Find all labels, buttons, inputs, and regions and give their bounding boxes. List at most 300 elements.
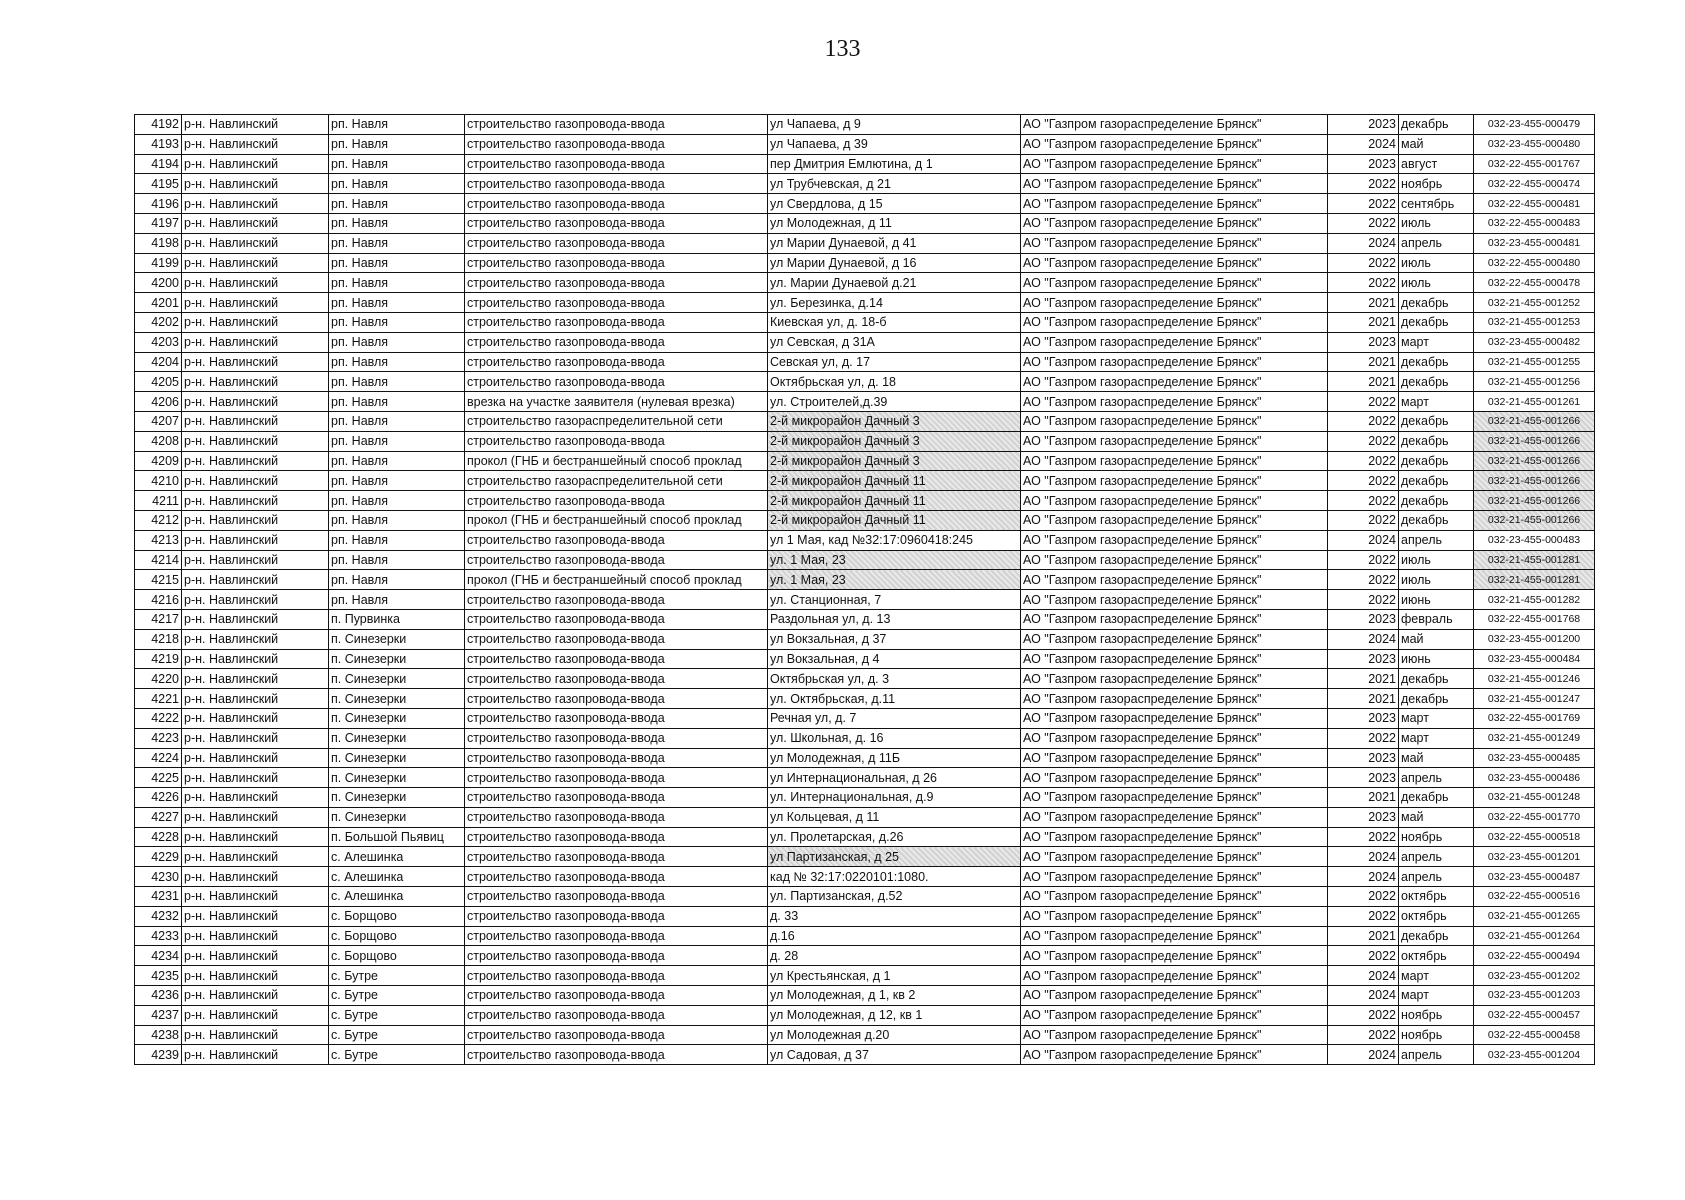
organization-cell: АО "Газпром газораспределение Брянск" <box>1021 689 1328 709</box>
district-cell: р-н. Навлинский <box>182 471 329 491</box>
year-cell: 2023 <box>1328 154 1399 174</box>
month-cell: ноябрь <box>1399 174 1474 194</box>
month-cell: апрель <box>1399 233 1474 253</box>
table-row <box>135 768 1595 788</box>
organization-cell: АО "Газпром газораспределение Брянск" <box>1021 847 1328 867</box>
work-type-cell: строительство газопровода-ввода <box>465 550 768 570</box>
address-cell: ул Молодежная, д 12, кв 1 <box>768 1005 1021 1025</box>
locality-cell: рп. Навля <box>329 411 465 431</box>
address-cell: 2-й микрорайон Дачный 3 <box>768 431 1021 451</box>
district-cell: р-н. Навлинский <box>182 946 329 966</box>
code-cell: 032-23-455-000480 <box>1474 134 1595 154</box>
work-type-cell: строительство газопровода-ввода <box>465 1025 768 1045</box>
table-row <box>135 649 1595 669</box>
work-type-cell: прокол (ГНБ и бестраншейный способ проклад <box>465 510 768 530</box>
row-number-cell: 4238 <box>135 1025 182 1045</box>
work-type-cell: строительство газопровода-ввода <box>465 629 768 649</box>
organization-cell: АО "Газпром газораспределение Брянск" <box>1021 1045 1328 1065</box>
year-cell: 2023 <box>1328 807 1399 827</box>
address-cell: ул. Школьная, д. 16 <box>768 728 1021 748</box>
code-cell: 032-21-455-001264 <box>1474 926 1595 946</box>
year-cell: 2024 <box>1328 867 1399 887</box>
locality-cell: с. Борщово <box>329 946 465 966</box>
locality-cell: п. Большой Пьявиц <box>329 827 465 847</box>
month-cell: апрель <box>1399 530 1474 550</box>
address-cell: кад № 32:17:0220101:1080. <box>768 867 1021 887</box>
organization-cell: АО "Газпром газораспределение Брянск" <box>1021 1005 1328 1025</box>
table-row <box>135 827 1595 847</box>
organization-cell: АО "Газпром газораспределение Брянск" <box>1021 728 1328 748</box>
district-cell: р-н. Навлинский <box>182 669 329 689</box>
locality-cell: рп. Навля <box>329 530 465 550</box>
year-cell: 2023 <box>1328 115 1399 135</box>
locality-cell: рп. Навля <box>329 510 465 530</box>
month-cell: ноябрь <box>1399 1025 1474 1045</box>
year-cell: 2022 <box>1328 411 1399 431</box>
locality-cell: рп. Навля <box>329 451 465 471</box>
locality-cell: рп. Навля <box>329 590 465 610</box>
month-cell: май <box>1399 629 1474 649</box>
month-cell: июль <box>1399 570 1474 590</box>
address-cell: Октябрьская ул, д. 18 <box>768 372 1021 392</box>
row-number-cell: 4220 <box>135 669 182 689</box>
locality-cell: п. Синезерки <box>329 669 465 689</box>
district-cell: р-н. Навлинский <box>182 966 329 986</box>
month-cell: декабрь <box>1399 471 1474 491</box>
row-number-cell: 4231 <box>135 887 182 907</box>
organization-cell: АО "Газпром газораспределение Брянск" <box>1021 827 1328 847</box>
row-number-cell: 4199 <box>135 253 182 273</box>
work-type-cell: строительство газопровода-ввода <box>465 154 768 174</box>
table-row <box>135 233 1595 253</box>
year-cell: 2022 <box>1328 906 1399 926</box>
code-cell: 032-21-455-001265 <box>1474 906 1595 926</box>
district-cell: р-н. Навлинский <box>182 530 329 550</box>
row-number-cell: 4230 <box>135 867 182 887</box>
address-cell: ул. Станционная, 7 <box>768 590 1021 610</box>
address-cell: Речная ул, д. 7 <box>768 708 1021 728</box>
organization-cell: АО "Газпром газораспределение Брянск" <box>1021 312 1328 332</box>
district-cell: р-н. Навлинский <box>182 887 329 907</box>
district-cell: р-н. Навлинский <box>182 510 329 530</box>
address-cell: Октябрьская ул, д. 3 <box>768 669 1021 689</box>
work-type-cell: строительство газопровода-ввода <box>465 847 768 867</box>
year-cell: 2022 <box>1328 1025 1399 1045</box>
organization-cell: АО "Газпром газораспределение Брянск" <box>1021 1025 1328 1045</box>
table-row <box>135 926 1595 946</box>
district-cell: р-н. Навлинский <box>182 451 329 471</box>
address-cell: ул Молодежная, д 1, кв 2 <box>768 986 1021 1006</box>
code-cell: 032-22-455-001769 <box>1474 708 1595 728</box>
table-row <box>135 550 1595 570</box>
organization-cell: АО "Газпром газораспределение Брянск" <box>1021 273 1328 293</box>
locality-cell: п. Синезерки <box>329 708 465 728</box>
locality-cell: рп. Навля <box>329 154 465 174</box>
work-type-cell: строительство газопровода-ввода <box>465 728 768 748</box>
district-cell: р-н. Навлинский <box>182 115 329 135</box>
organization-cell: АО "Газпром газораспределение Брянск" <box>1021 293 1328 313</box>
organization-cell: АО "Газпром газораспределение Брянск" <box>1021 253 1328 273</box>
code-cell: 032-23-455-001200 <box>1474 629 1595 649</box>
address-cell: ул. Партизанская, д.52 <box>768 887 1021 907</box>
district-cell: р-н. Навлинский <box>182 629 329 649</box>
locality-cell: рп. Навля <box>329 372 465 392</box>
row-number-cell: 4201 <box>135 293 182 313</box>
organization-cell: АО "Газпром газораспределение Брянск" <box>1021 926 1328 946</box>
address-cell: ул Интернациональная, д 26 <box>768 768 1021 788</box>
row-number-cell: 4229 <box>135 847 182 867</box>
table-row <box>135 847 1595 867</box>
address-cell: ул Трубчевская, д 21 <box>768 174 1021 194</box>
district-cell: р-н. Навлинский <box>182 491 329 511</box>
code-cell: 032-23-455-001202 <box>1474 966 1595 986</box>
row-number-cell: 4221 <box>135 689 182 709</box>
address-cell: ул. Интернациональная, д.9 <box>768 788 1021 808</box>
year-cell: 2022 <box>1328 827 1399 847</box>
organization-cell: АО "Газпром газораспределение Брянск" <box>1021 213 1328 233</box>
row-number-cell: 4219 <box>135 649 182 669</box>
year-cell: 2022 <box>1328 887 1399 907</box>
table-row <box>135 372 1595 392</box>
work-type-cell: строительство газопровода-ввода <box>465 115 768 135</box>
work-type-cell: строительство газопровода-ввода <box>465 312 768 332</box>
district-cell: р-н. Навлинский <box>182 372 329 392</box>
month-cell: июль <box>1399 273 1474 293</box>
month-cell: декабрь <box>1399 372 1474 392</box>
work-type-cell: строительство газопровода-ввода <box>465 273 768 293</box>
locality-cell: рп. Навля <box>329 194 465 214</box>
organization-cell: АО "Газпром газораспределение Брянск" <box>1021 669 1328 689</box>
address-cell: 2-й микрорайон Дачный 11 <box>768 510 1021 530</box>
year-cell: 2024 <box>1328 847 1399 867</box>
address-cell: д. 28 <box>768 946 1021 966</box>
code-cell: 032-22-455-000480 <box>1474 253 1595 273</box>
locality-cell: п. Синезерки <box>329 649 465 669</box>
district-cell: р-н. Навлинский <box>182 689 329 709</box>
table-row <box>135 748 1595 768</box>
table-row <box>135 293 1595 313</box>
month-cell: июнь <box>1399 649 1474 669</box>
address-cell: ул. Марии Дунаевой д.21 <box>768 273 1021 293</box>
month-cell: март <box>1399 986 1474 1006</box>
address-cell: ул Севская, д 31А <box>768 332 1021 352</box>
year-cell: 2022 <box>1328 550 1399 570</box>
table-row <box>135 906 1595 926</box>
work-type-cell: строительство газораспределительной сети <box>465 471 768 491</box>
address-cell: ул Молодежная, д 11Б <box>768 748 1021 768</box>
organization-cell: АО "Газпром газораспределение Брянск" <box>1021 530 1328 550</box>
district-cell: р-н. Навлинский <box>182 293 329 313</box>
district-cell: р-н. Навлинский <box>182 768 329 788</box>
work-type-cell: строительство газопровода-ввода <box>465 946 768 966</box>
year-cell: 2022 <box>1328 1005 1399 1025</box>
work-type-cell: строительство газопровода-ввода <box>465 590 768 610</box>
organization-cell: АО "Газпром газораспределение Брянск" <box>1021 352 1328 372</box>
code-cell: 032-22-455-000483 <box>1474 213 1595 233</box>
table-row <box>135 689 1595 709</box>
code-cell: 032-22-455-000481 <box>1474 194 1595 214</box>
table-row <box>135 629 1595 649</box>
work-type-cell: строительство газопровода-ввода <box>465 906 768 926</box>
locality-cell: рп. Навля <box>329 174 465 194</box>
district-cell: р-н. Навлинский <box>182 431 329 451</box>
code-cell: 032-21-455-001281 <box>1474 550 1595 570</box>
work-type-cell: строительство газопровода-ввода <box>465 609 768 629</box>
address-cell: ул Марии Дунаевой, д 41 <box>768 233 1021 253</box>
code-cell: 032-21-455-001266 <box>1474 411 1595 431</box>
table-row <box>135 312 1595 332</box>
work-type-cell: строительство газопровода-ввода <box>465 174 768 194</box>
month-cell: сентябрь <box>1399 194 1474 214</box>
year-cell: 2021 <box>1328 926 1399 946</box>
district-cell: р-н. Навлинский <box>182 411 329 431</box>
work-type-cell: строительство газопровода-ввода <box>465 233 768 253</box>
month-cell: декабрь <box>1399 293 1474 313</box>
locality-cell: рп. Навля <box>329 253 465 273</box>
code-cell: 032-21-455-001249 <box>1474 728 1595 748</box>
month-cell: декабрь <box>1399 689 1474 709</box>
address-cell: 2-й микрорайон Дачный 11 <box>768 491 1021 511</box>
month-cell: октябрь <box>1399 906 1474 926</box>
year-cell: 2024 <box>1328 233 1399 253</box>
organization-cell: АО "Газпром газораспределение Брянск" <box>1021 590 1328 610</box>
district-cell: р-н. Навлинский <box>182 1005 329 1025</box>
month-cell: декабрь <box>1399 411 1474 431</box>
organization-cell: АО "Газпром газораспределение Брянск" <box>1021 570 1328 590</box>
district-cell: р-н. Навлинский <box>182 253 329 273</box>
year-cell: 2023 <box>1328 748 1399 768</box>
address-cell: ул Вокзальная, д 37 <box>768 629 1021 649</box>
row-number-cell: 4210 <box>135 471 182 491</box>
table-row <box>135 669 1595 689</box>
locality-cell: рп. Навля <box>329 115 465 135</box>
address-cell: ул. 1 Мая, 23 <box>768 570 1021 590</box>
code-cell: 032-23-455-001204 <box>1474 1045 1595 1065</box>
code-cell: 032-21-455-001246 <box>1474 669 1595 689</box>
year-cell: 2021 <box>1328 372 1399 392</box>
row-number-cell: 4233 <box>135 926 182 946</box>
row-number-cell: 4207 <box>135 411 182 431</box>
work-type-cell: строительство газопровода-ввода <box>465 986 768 1006</box>
address-cell: ул Молодежная, д 11 <box>768 213 1021 233</box>
table-row <box>135 1005 1595 1025</box>
row-number-cell: 4195 <box>135 174 182 194</box>
district-cell: р-н. Навлинский <box>182 609 329 629</box>
year-cell: 2023 <box>1328 768 1399 788</box>
address-cell: ул Чапаева, д 39 <box>768 134 1021 154</box>
table-row <box>135 887 1595 907</box>
month-cell: март <box>1399 966 1474 986</box>
code-cell: 032-21-455-001282 <box>1474 590 1595 610</box>
locality-cell: рп. Навля <box>329 312 465 332</box>
row-number-cell: 4209 <box>135 451 182 471</box>
year-cell: 2022 <box>1328 946 1399 966</box>
row-number-cell: 4192 <box>135 115 182 135</box>
row-number-cell: 4208 <box>135 431 182 451</box>
table-row <box>135 530 1595 550</box>
table-row <box>135 986 1595 1006</box>
locality-cell: п. Синезерки <box>329 807 465 827</box>
row-number-cell: 4234 <box>135 946 182 966</box>
district-cell: р-н. Навлинский <box>182 174 329 194</box>
month-cell: ноябрь <box>1399 827 1474 847</box>
year-cell: 2024 <box>1328 986 1399 1006</box>
table-row <box>135 867 1595 887</box>
year-cell: 2022 <box>1328 273 1399 293</box>
district-cell: р-н. Навлинский <box>182 906 329 926</box>
locality-cell: п. Синезерки <box>329 629 465 649</box>
address-cell: ул Вокзальная, д 4 <box>768 649 1021 669</box>
row-number-cell: 4203 <box>135 332 182 352</box>
locality-cell: с. Борщово <box>329 926 465 946</box>
code-cell: 032-23-455-000485 <box>1474 748 1595 768</box>
address-cell: 2-й микрорайон Дачный 11 <box>768 471 1021 491</box>
organization-cell: АО "Газпром газораспределение Брянск" <box>1021 649 1328 669</box>
work-type-cell: строительство газопровода-ввода <box>465 352 768 372</box>
row-number-cell: 4224 <box>135 748 182 768</box>
work-type-cell: строительство газопровода-ввода <box>465 788 768 808</box>
address-cell: ул Садовая, д 37 <box>768 1045 1021 1065</box>
work-type-cell: строительство газопровода-ввода <box>465 194 768 214</box>
locality-cell: рп. Навля <box>329 491 465 511</box>
month-cell: март <box>1399 708 1474 728</box>
month-cell: декабрь <box>1399 788 1474 808</box>
code-cell: 032-21-455-001247 <box>1474 689 1595 709</box>
year-cell: 2022 <box>1328 194 1399 214</box>
month-cell: май <box>1399 134 1474 154</box>
district-cell: р-н. Навлинский <box>182 154 329 174</box>
month-cell: декабрь <box>1399 510 1474 530</box>
locality-cell: с. Бутре <box>329 1025 465 1045</box>
code-cell: 032-23-455-000481 <box>1474 233 1595 253</box>
work-type-cell: врезка на участке заявителя (нулевая врезка) <box>465 392 768 412</box>
year-cell: 2023 <box>1328 332 1399 352</box>
table-row <box>135 411 1595 431</box>
year-cell: 2022 <box>1328 728 1399 748</box>
district-cell: р-н. Навлинский <box>182 708 329 728</box>
work-type-cell: прокол (ГНБ и бестраншейный способ проклад <box>465 570 768 590</box>
month-cell: апрель <box>1399 847 1474 867</box>
year-cell: 2021 <box>1328 352 1399 372</box>
row-number-cell: 4216 <box>135 590 182 610</box>
table-row <box>135 332 1595 352</box>
locality-cell: рп. Навля <box>329 431 465 451</box>
district-cell: р-н. Навлинский <box>182 570 329 590</box>
address-cell: ул Чапаева, д 9 <box>768 115 1021 135</box>
code-cell: 032-22-455-000457 <box>1474 1005 1595 1025</box>
district-cell: р-н. Навлинский <box>182 926 329 946</box>
month-cell: август <box>1399 154 1474 174</box>
year-cell: 2022 <box>1328 431 1399 451</box>
address-cell: ул. Строителей,д.39 <box>768 392 1021 412</box>
table-body <box>135 115 1595 1065</box>
table-row <box>135 115 1595 135</box>
year-cell: 2021 <box>1328 312 1399 332</box>
row-number-cell: 4228 <box>135 827 182 847</box>
year-cell: 2022 <box>1328 510 1399 530</box>
locality-cell: с. Алешинка <box>329 887 465 907</box>
district-cell: р-н. Навлинский <box>182 748 329 768</box>
work-type-cell: строительство газораспределительной сети <box>465 411 768 431</box>
table-row <box>135 807 1595 827</box>
month-cell: апрель <box>1399 1045 1474 1065</box>
row-number-cell: 4206 <box>135 392 182 412</box>
month-cell: декабрь <box>1399 451 1474 471</box>
locality-cell: с. Алешинка <box>329 847 465 867</box>
year-cell: 2024 <box>1328 134 1399 154</box>
year-cell: 2021 <box>1328 293 1399 313</box>
work-type-cell: строительство газопровода-ввода <box>465 669 768 689</box>
district-cell: р-н. Навлинский <box>182 134 329 154</box>
organization-cell: АО "Газпром газораспределение Брянск" <box>1021 194 1328 214</box>
district-cell: р-н. Навлинский <box>182 233 329 253</box>
table-row <box>135 174 1595 194</box>
locality-cell: с. Бутре <box>329 966 465 986</box>
organization-cell: АО "Газпром газораспределение Брянск" <box>1021 134 1328 154</box>
work-type-cell: строительство газопровода-ввода <box>465 807 768 827</box>
locality-cell: рп. Навля <box>329 332 465 352</box>
organization-cell: АО "Газпром газораспределение Брянск" <box>1021 906 1328 926</box>
work-type-cell: строительство газопровода-ввода <box>465 1005 768 1025</box>
locality-cell: рп. Навля <box>329 471 465 491</box>
organization-cell: АО "Газпром газораспределение Брянск" <box>1021 491 1328 511</box>
work-type-cell: строительство газопровода-ввода <box>465 1045 768 1065</box>
month-cell: апрель <box>1399 768 1474 788</box>
row-number-cell: 4217 <box>135 609 182 629</box>
row-number-cell: 4196 <box>135 194 182 214</box>
row-number-cell: 4215 <box>135 570 182 590</box>
month-cell: ноябрь <box>1399 1005 1474 1025</box>
code-cell: 032-21-455-001253 <box>1474 312 1595 332</box>
work-type-cell: строительство газопровода-ввода <box>465 768 768 788</box>
district-cell: р-н. Навлинский <box>182 986 329 1006</box>
locality-cell: с. Алешинка <box>329 867 465 887</box>
district-cell: р-н. Навлинский <box>182 1045 329 1065</box>
district-cell: р-н. Навлинский <box>182 847 329 867</box>
table-row <box>135 451 1595 471</box>
row-number-cell: 4197 <box>135 213 182 233</box>
month-cell: октябрь <box>1399 946 1474 966</box>
year-cell: 2022 <box>1328 253 1399 273</box>
address-cell: 2-й микрорайон Дачный 3 <box>768 451 1021 471</box>
work-type-cell: строительство газопровода-ввода <box>465 372 768 392</box>
organization-cell: АО "Газпром газораспределение Брянск" <box>1021 867 1328 887</box>
month-cell: март <box>1399 728 1474 748</box>
work-type-cell: строительство газопровода-ввода <box>465 649 768 669</box>
code-cell: 032-21-455-001266 <box>1474 510 1595 530</box>
locality-cell: рп. Навля <box>329 550 465 570</box>
code-cell: 032-23-455-000482 <box>1474 332 1595 352</box>
work-type-cell: строительство газопровода-ввода <box>465 431 768 451</box>
work-type-cell: строительство газопровода-ввода <box>465 867 768 887</box>
address-cell: ул Молодежная д.20 <box>768 1025 1021 1045</box>
month-cell: март <box>1399 332 1474 352</box>
page-number: 133 <box>824 36 861 62</box>
code-cell: 032-21-455-001248 <box>1474 788 1595 808</box>
month-cell: июнь <box>1399 590 1474 610</box>
district-cell: р-н. Навлинский <box>182 194 329 214</box>
table-row <box>135 708 1595 728</box>
year-cell: 2022 <box>1328 471 1399 491</box>
year-cell: 2021 <box>1328 689 1399 709</box>
row-number-cell: 4237 <box>135 1005 182 1025</box>
district-cell: р-н. Навлинский <box>182 649 329 669</box>
year-cell: 2022 <box>1328 213 1399 233</box>
table-row <box>135 273 1595 293</box>
month-cell: декабрь <box>1399 491 1474 511</box>
district-cell: р-н. Навлинский <box>182 352 329 372</box>
locality-cell: с. Бутре <box>329 1045 465 1065</box>
